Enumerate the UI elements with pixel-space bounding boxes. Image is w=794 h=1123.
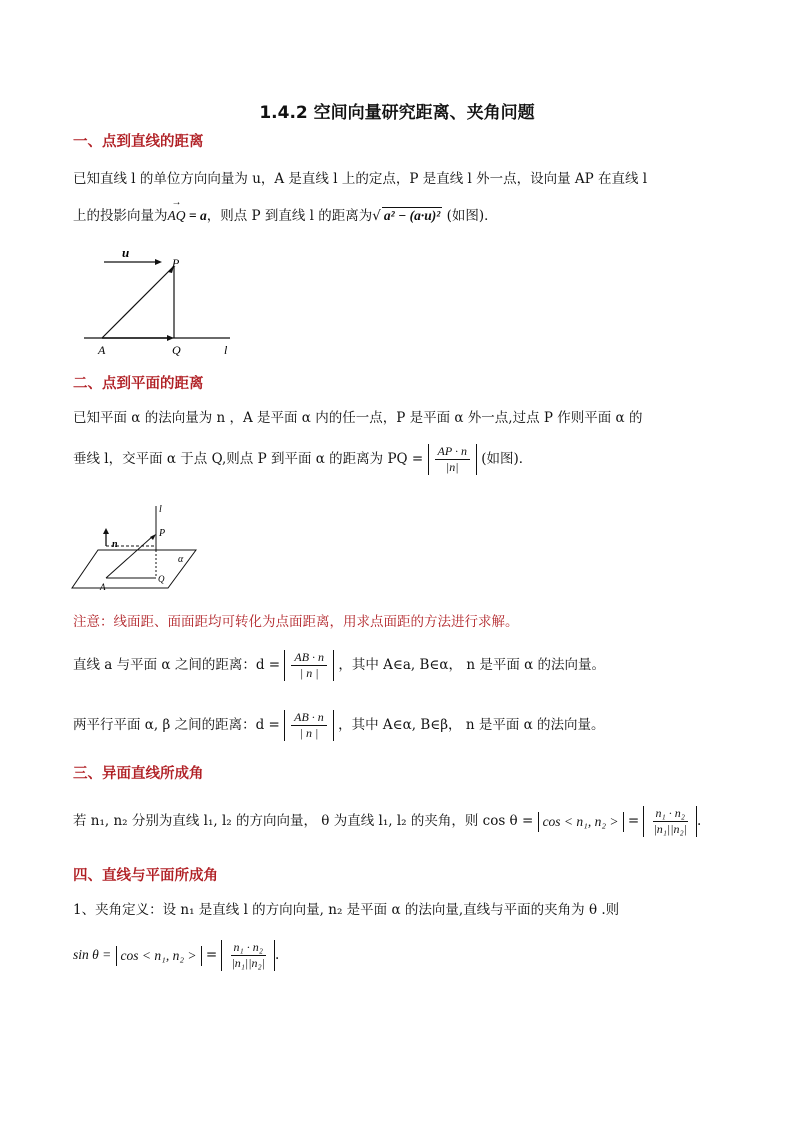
section-heading-4: 四、直线与平面所成角 xyxy=(73,868,218,884)
segment-ap xyxy=(102,266,174,338)
s3-eq: = xyxy=(627,813,640,829)
sin-frac-den: |n₁||n₂| xyxy=(231,956,265,970)
figure-point-line xyxy=(78,240,248,358)
cos-frac-den: |n₁||n₂| xyxy=(653,822,687,836)
s1-line-2-c: (如图)． xyxy=(442,208,498,224)
section-heading-2: 二、点到平面的距离 xyxy=(73,376,204,392)
sin-abs: cos < n₁, n₂ > xyxy=(116,946,202,966)
sqrt-expression: a² − (a·u)² xyxy=(383,208,441,223)
label-a2: A xyxy=(100,582,106,592)
distance-frac-den: |n| xyxy=(445,460,459,474)
arrowhead-ap xyxy=(150,534,156,540)
s2b-line-b-text: 两平行平面 α, β 之间的距离：d = xyxy=(73,717,280,733)
line-plane-frac-den: | n | xyxy=(299,666,319,680)
cos-abs: cos < n₁, n₂ > xyxy=(538,812,624,832)
s4-line-1: 1、夹角定义：设 n₁ 是直线 l 的方向向量, n₂ 是平面 α 的法向量,直线与平面的夹角为 θ .则 xyxy=(73,902,620,918)
s4-line-2 xyxy=(73,940,279,971)
arrowhead-q xyxy=(167,335,174,341)
s4-tail: . xyxy=(274,947,280,963)
s1-line-2: 上的投影向量为AQ → = a，则点 P 到直线 l 的距离为√ a² − (a·u)² (如图)． xyxy=(73,204,498,224)
line-plane-frac-num: AB · n xyxy=(291,650,327,666)
s2b-line-a-tail: ，其中 A∈a, B∈α， n 是平面 α 的法向量。 xyxy=(338,657,606,673)
line-plane-distance-abs xyxy=(284,650,334,681)
s2b-line-a xyxy=(73,650,605,681)
s2b-line-b xyxy=(73,710,605,741)
s2b-line-a-text: 直线 a 与平面 α 之间的距离：d = xyxy=(73,657,281,673)
vector-aq: AQ → xyxy=(168,208,186,224)
s2-line-2-a: 垂线 l，交平面 α 于点 Q,则点 P 到平面 α 的距离为 PQ = xyxy=(73,451,424,467)
distance-frac-num: AP · n xyxy=(435,444,470,460)
sin-frac-abs xyxy=(221,940,275,971)
label-l: l xyxy=(224,343,228,357)
label-n: n xyxy=(112,539,118,550)
label-q: Q xyxy=(172,343,181,357)
s4-eq: = xyxy=(205,947,218,963)
label-q2: Q xyxy=(158,574,165,584)
note-text: 注意：线面距、面面距均可转化为点面距离，用求点面距的方法进行求解。 xyxy=(73,614,519,630)
s3-tail: . xyxy=(697,813,702,829)
s2-line-2-b: (如图)． xyxy=(476,451,533,467)
label-p: P xyxy=(172,256,180,270)
section-heading-3: 三、异面直线所成角 xyxy=(73,766,204,782)
label-a: A xyxy=(98,343,106,357)
plane-plane-frac-num: AB · n xyxy=(291,710,327,726)
s2-line-2 xyxy=(73,444,532,475)
page-title: 1.4.2 空间向量研究距离、夹角问题 xyxy=(259,103,535,123)
s1-line-2-a: 上的投影向量为 xyxy=(73,208,168,224)
s3-line xyxy=(73,806,701,837)
s1-line-1: 已知直线 l 的单位方向向量为 u，A 是直线 l 上的定点，P 是直线 l 外一点，设向量 AP 在直线 l xyxy=(73,171,648,187)
label-l2: l xyxy=(159,504,162,515)
s4-line-2-text: sin θ = xyxy=(73,947,112,962)
cos-frac-num: n₁ · n₂ xyxy=(653,806,688,822)
arrowhead-u xyxy=(155,259,162,265)
s3-line-text: 若 n₁, n₂ 分别为直线 l₁, l₂ 的方向向量， θ 为直线 l₁, l₂ 的夹角，则 cos θ = xyxy=(73,813,534,829)
s2b-line-b-tail: ，其中 A∈α, B∈β， n 是平面 α 的法向量。 xyxy=(338,717,605,733)
label-p2: P xyxy=(159,528,166,539)
s1-eq-a: = a xyxy=(185,208,207,223)
plane-plane-distance-abs xyxy=(284,710,334,741)
s1-line-2-b: ，则点 P 到直线 l 的距离为 xyxy=(206,208,373,224)
label-u: u xyxy=(122,245,130,260)
distance-formula-abs xyxy=(428,444,477,475)
section-heading-1: 一、点到直线的距离 xyxy=(73,134,204,150)
plane-plane-frac-den: | n | xyxy=(299,726,319,740)
sin-frac-num: n₁ · n₂ xyxy=(231,940,266,956)
arrowhead-n xyxy=(103,528,109,534)
figure-point-plane xyxy=(70,500,200,592)
label-alpha: α xyxy=(178,554,184,565)
s2-line-1: 已知平面 α 的法向量为 n ，A 是平面 α 内的任一点，P 是平面 α 外一点,过点 P 作则平面 α 的 xyxy=(73,410,643,426)
cos-frac-abs xyxy=(643,806,697,837)
